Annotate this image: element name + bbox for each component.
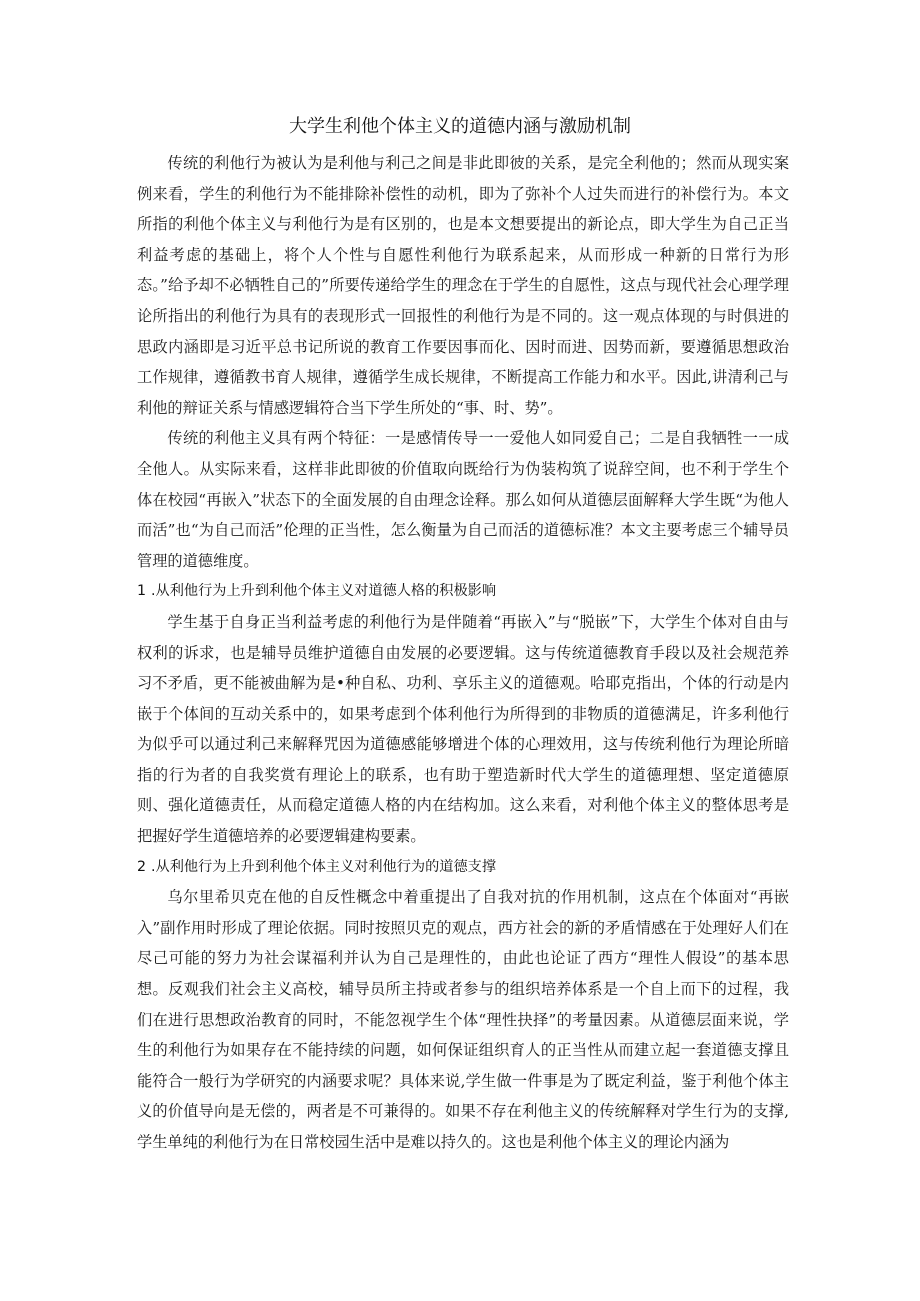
section-paragraph-1: 学生基于自身正当利益考虑的利他行为是伴随着“再嵌入”与“脱嵌”下，大学生个体对自由与权利的诉求，也是辅导员维护道德自由发展的必要逻辑。这与传统道德教育手段以及社会规范养习不矛盾，更不能被曲解为是•种自私、功利、享乐主义的道德观。哈耶克指出，个体的行动是内嵌于个体间的互动关系中的，如果考虑到个体利他行为所得到的非物质的道德满足，许多利他行为似乎可以通过利己来解释咒因为道德感能够增进个体的心理效用，这与传统利他行为理论所暗指的行为者的自我奖赏有理论上的联系，也有助于塑造新时代大学生的道德理想、坚定道德原则、强化道德责任，从而稳定道德人格的内在结构加。这么来看，对利他个体主义的整体思考是把握好学生道德培养的必要逻辑建构要素。 xyxy=(137,612,789,846)
section-heading-2 xyxy=(137,852,789,883)
document-body xyxy=(137,148,789,1158)
section-heading-text-2: .从利他行为上升到利他个体主义对利他行为的道德支撑 xyxy=(151,858,497,875)
section-number-1: 1 xyxy=(137,583,147,600)
intro-paragraph-2: 传统的利他主义具有两个特征：一是感情传导一一爱他人如同爱自己；二是自我牺牲一一成全他人。从实际来看，这样非此即彼的价值取向既给行为伪装构筑了说辞空间，也不利于学生个体在校园“再嵌入”状态下的全面发展的自由理念诠释。那么如何从道德层面解释大学生既“为他人而活”也“为自己而活”伦理的正当性，怎么衡量为自己而活的道德标准？本文主要考虑三个辅导员管理的道德维度。 xyxy=(137,429,789,570)
section-heading-1 xyxy=(137,576,789,607)
intro-paragraph-1: 传统的利他行为被认为是利他与利己之间是非此即彼的关系，是完全利他的；然而从现实案例来看，学生的利他行为不能排除补偿性的动机，即为了弥补个人过失而进行的补偿行为。本文所指的利他个体主义与利他行为是有区别的，也是本文想要提出的新论点，即大学生为自己正当利益考虑的基础上，将个人个性与自愿性利他行为联系起来，从而形成一种新的日常行为形态。”给予却不必牺牲自己的”所要传递给学生的理念在于学生的自愿性，这点与现代社会心理学理论所指出的利他行为具有的表现形式一回报性的利他行为是不同的。这一观点体现的与时俱进的思政内涵即是习近平总书记所说的教育工作要因事而化、因时而进、因势而新，要遵循思想政治工作规律，遵循教书育人规律，遵循学生成长规律，不断提高工作能力和水平。因此,讲清利己与利他的辩证关系与情感逻辑符合当下学生所处的“事、时、势”。 xyxy=(137,154,789,417)
document-title: 大学生利他个体主义的道德内涵与激励机制 xyxy=(289,116,631,137)
section-number-2: 2 xyxy=(137,858,147,875)
section-heading-text-1: .从利他行为上升到利他个体主义对道德人格的积极影响 xyxy=(151,583,497,600)
section-paragraph-2: 乌尔里希贝克在他的自反性概念中着重提出了自我对抗的作用机制，这点在个体面对“再嵌入”副作用时形成了理论依据。同时按照贝克的观点，西方社会的新的矛盾情感在于处理好人们在尽己可能的努力为社会谋福利并认为自己是理性的，由此也论证了西方“理性人假设”的基本思想。反观我们社会主义高校，辅导员所主持或者参与的组织培养体系是一个自上而下的过程，我们在进行思想政治教育的同时，不能忽视学生个体“理性抉择”的考量因素。从道德层面来说，学生的利他行为如果存在不能持续的问题，如何保证组织育人的正当性从而建立起一套道德支撑且能符合一般行为学研究的内涵要求呢？具体来说,学生做一件事是为了既定利益，鉴于利他个体主义的价值导向是无偿的，两者是不可兼得的。如果不存在利他主义的传统解释对学生行为的支撑,学生单纯的利他行为在日常校园生活中是难以持久的。这也是利他个体主义的理论内涵为 xyxy=(137,888,789,1151)
